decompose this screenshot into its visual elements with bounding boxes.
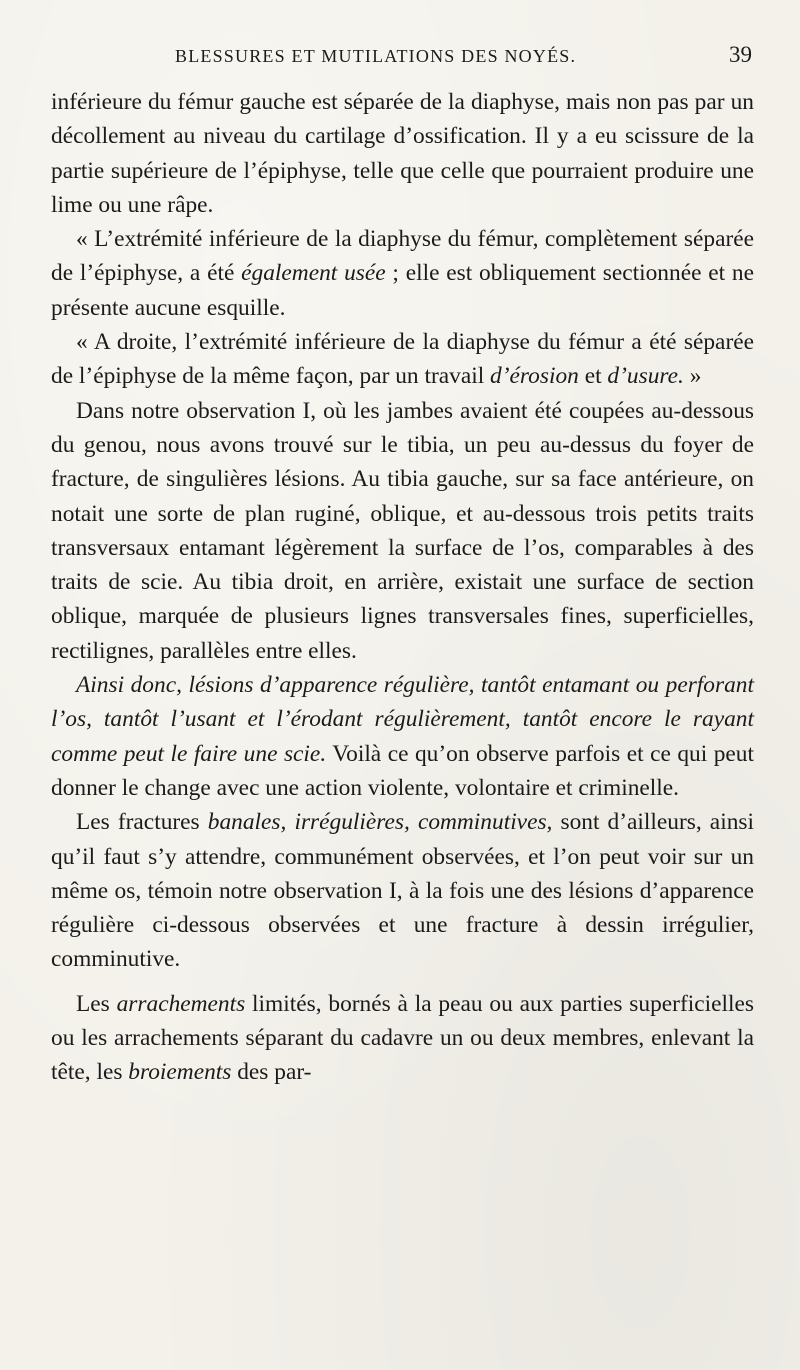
paragraph — [51, 222, 754, 325]
italic-run: d’usure. — [607, 363, 684, 390]
text-run: des par- — [231, 1059, 312, 1086]
italic-run: également usée — [241, 260, 386, 287]
paragraph — [51, 987, 754, 1090]
text-run: Dans notre observation I, où les jambes avaient été coupées au-dessous du genou, nous avons trouvé sur le tibia, un peu au-dessus du foyer de fracture, de singulières lésions. Au tibia gauche, sur sa face antérieure, on notait une sorte de plan ruginé, oblique, et au-dessous trois petits traits transversaux entamant légèrement la surface de l’os, comparables à des traits de scie. Au tibia droit, en arrière, existait une surface de section oblique, marquée de plusieurs lignes transversales fines, superficielles, rectilignes, parallèles entre elles. — [51, 397, 754, 664]
text-run: Voilà ce qu’on observe parfois et ce qui peut donner le change avec une action violente, volontaire et criminelle. — [51, 740, 754, 801]
text-run: Les — [76, 990, 117, 1017]
text-run: « A droite, l’extrémité inférieure de la diaphyse du fémur a été séparée de l’épiphyse de la même façon, par un travail — [51, 329, 754, 390]
body-text — [51, 85, 754, 1090]
paragraph — [51, 394, 754, 668]
paragraph — [51, 85, 754, 222]
page-header — [0, 42, 800, 76]
paragraph — [51, 668, 754, 805]
text-run: sont d’ailleurs, ainsi qu’il faut s’y attendre, communément observées, et l’on peut voir sur un même os, témoin notre observation I, à la fois une des lésions d’apparence régulière ci-dessous observées et une fracture à dessin irrégulier, comminutive. — [51, 809, 754, 973]
page-number: 39 — [729, 42, 752, 67]
paragraph — [51, 805, 754, 976]
paragraph — [51, 325, 754, 394]
italic-run: Ainsi donc, lésions d’apparence régulière, tantôt entamant ou perforant l’os, tantôt l’usant et l’érodant régulièrement, tantôt encore le rayant comme peut le faire une scie. — [51, 672, 754, 767]
text-run: » — [683, 363, 702, 390]
running-title: BLESSURES ET MUTILATIONS DES NOYÉS. — [175, 46, 577, 66]
italic-run: arrachements — [116, 990, 246, 1017]
text-run: inférieure du fémur gauche est séparée de la diaphyse, mais non pas par un décollement au niveau du cartilage d’ossification. Il y a eu scissure de la partie supérieure de l’épiphyse, telle que celle que pourraient produire une lime ou une râpe. — [51, 89, 754, 218]
italic-run: d’érosion — [490, 363, 579, 390]
text-run: ; elle est obliquement sectionnée et ne présente aucune esquille. — [51, 260, 754, 321]
text-run: « L’extrémité inférieure de la diaphyse du fémur, complètement séparée de l’épiphyse, a été — [51, 226, 754, 287]
italic-run: banales, irrégulières, comminutives, — [207, 809, 553, 836]
text-run: limités, bornés à la peau ou aux parties superficielles ou les arrachements séparant du cadavre un ou deux membres, enlevant la tête, les — [51, 990, 755, 1086]
text-run: Les fractures — [76, 809, 208, 836]
text-run: et — [578, 363, 608, 390]
italic-run: broiements — [128, 1059, 232, 1086]
